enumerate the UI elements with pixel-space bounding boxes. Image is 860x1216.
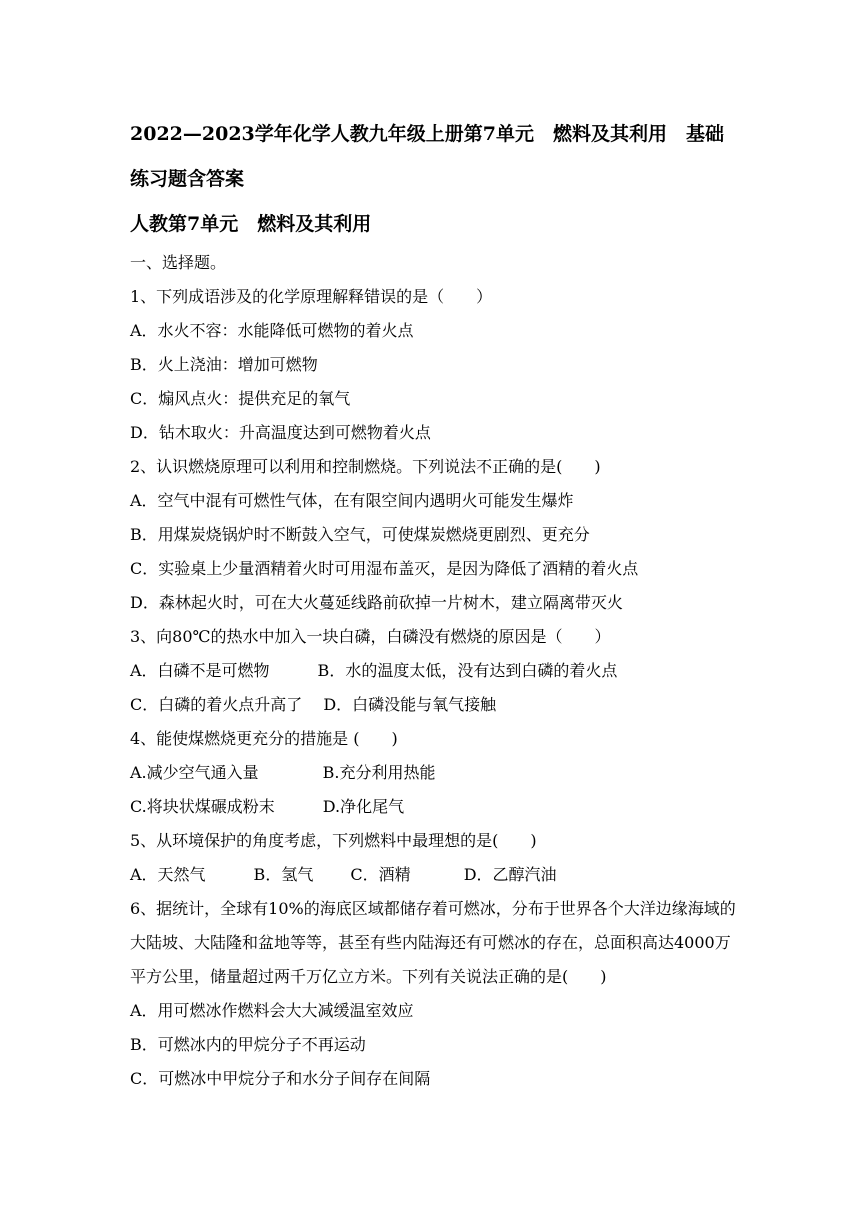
question-stem: 4、能使煤燃烧更充分的措施是 ( ) bbox=[130, 729, 398, 748]
options-row-cd: C．白磷的着火点升高了 D．白磷没能与氧气接触 bbox=[130, 695, 497, 714]
question-4 bbox=[130, 722, 740, 824]
option-a: A．空气中混有可燃性气体，在有限空间内遇明火可能发生爆炸 bbox=[130, 491, 574, 510]
question-stem: 2、认识燃烧原理可以利用和控制燃烧。下列说法不正确的是( ) bbox=[130, 457, 601, 476]
question-5 bbox=[130, 824, 740, 892]
document-body bbox=[130, 112, 740, 1096]
options-row-cd: C.将块状煤碾成粉末 D.净化尾气 bbox=[130, 797, 405, 816]
option-a: A．水火不容：水能降低可燃物的着火点 bbox=[130, 321, 414, 340]
section-heading: 一、选择题。 bbox=[130, 253, 227, 272]
option-d: D．森林起火时，可在大火蔓延线路前砍掉一片树木，建立隔离带灭火 bbox=[130, 593, 623, 612]
option-c: C．实验桌上少量酒精着火时可用湿布盖灭，是因为降低了酒精的着火点 bbox=[130, 559, 639, 578]
options-row-ab: A．白磷不是可燃物 B．水的温度太低，没有达到白磷的着火点 bbox=[130, 661, 618, 680]
option-c: C．煽风点火：提供充足的氧气 bbox=[130, 389, 351, 408]
document-title: 2022—2023学年化学人教九年级上册第7单元 燃料及其利用 基础练习题含答案 bbox=[130, 123, 724, 190]
question-stem: 6、据统计，全球有10%的海底区域都储存着可燃冰，分布于世界各个大洋边缘海域的大陆坡、大陆隆和盆地等等，甚至有些内陆海还有可燃冰的存在，总面积高达4000万平方公里，储量超过两千万亿立方米。下列有关说法正确的是( ) bbox=[130, 899, 736, 986]
question-6 bbox=[130, 892, 740, 1096]
question-3 bbox=[130, 620, 740, 722]
option-a: A．用可燃冰作燃料会大大减缓温室效应 bbox=[130, 1001, 414, 1020]
option-b: B．可燃冰内的甲烷分子不再运动 bbox=[130, 1035, 366, 1054]
question-2 bbox=[130, 450, 740, 620]
option-c: C．可燃冰中甲烷分子和水分子间存在间隔 bbox=[130, 1069, 431, 1088]
question-stem: 3、向80℃的热水中加入一块白磷，白磷没有燃烧的原因是（ ） bbox=[130, 627, 611, 646]
question-1 bbox=[130, 280, 740, 450]
option-b: B．火上浇油：增加可燃物 bbox=[130, 355, 318, 374]
options-row-ab: A.减少空气通入量 B.充分利用热能 bbox=[130, 763, 436, 782]
options-row: A．天然气 B．氢气 C．酒精 D．乙醇汽油 bbox=[130, 865, 557, 884]
option-b: B．用煤炭烧锅炉时不断鼓入空气，可使煤炭燃烧更剧烈、更充分 bbox=[130, 525, 590, 544]
question-stem: 1、下列成语涉及的化学原理解释错误的是（ ） bbox=[130, 287, 493, 306]
unit-subtitle: 人教第7单元 燃料及其利用 bbox=[130, 213, 372, 235]
option-d: D．钻木取火：升高温度达到可燃物着火点 bbox=[130, 423, 431, 442]
question-stem: 5、从环境保护的角度考虑，下列燃料中最理想的是( ) bbox=[130, 831, 537, 850]
